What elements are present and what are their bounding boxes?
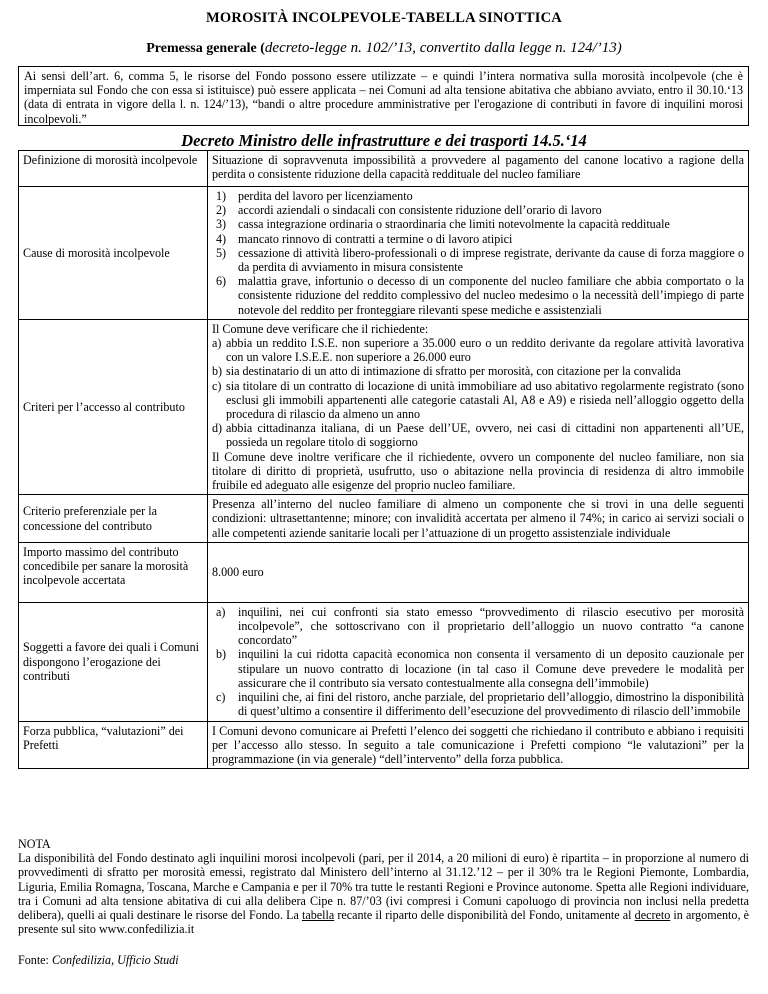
row-label-criteri: Criteri per l’accesso al contributo bbox=[19, 319, 208, 494]
row-value-cause bbox=[208, 187, 749, 320]
source-name: Confedilizia, Ufficio Studi bbox=[51, 953, 179, 967]
table-row bbox=[19, 319, 749, 494]
list-item: a) abbia un reddito I.S.E. non superiore a 35.000 euro o un reddito derivante da regolare attività lavorativa con un valore I.S.E.E. non superiore a 26.000 euro bbox=[212, 336, 744, 365]
decreto-link[interactable]: decreto bbox=[634, 908, 671, 923]
table-row bbox=[19, 187, 749, 320]
source-label: Fonte: bbox=[18, 953, 52, 967]
list-item: 4) mancato rinnovo di contratti a termine o di lavoro atipici bbox=[216, 231, 513, 246]
list-item: 5) cessazione di attività libero-professionali o di imprese registrate, derivante da cause di forza maggiore o da perdita di avviamento in misura consistente bbox=[216, 245, 744, 275]
row-label-importo: Importo massimo del contributo concedibile per sanare la morosità incolpevole accertata bbox=[19, 542, 208, 602]
row-label-criterio-preferenziale: Criterio preferenziale per la concessione del contributo bbox=[19, 495, 208, 543]
subtitle-prefix: Premessa generale ( bbox=[146, 41, 265, 56]
list-item: b) sia destinatario di un atto di intimazione di sfratto per morosità, con citazione per la convalida bbox=[212, 364, 681, 379]
row-value-forza-pubblica: I Comuni devono comunicare ai Prefetti l’elenco dei soggetti che richiedano il contributo e abbiano i requisiti per l’accesso allo stesso. In seguito a tale comunicazione i Prefetti compiono “le valutazioni” per la programmazione (in via generale) “dell’intervento” della forza pubblica. bbox=[208, 721, 749, 769]
page-title: MOROSITÀ INCOLPEVOLE-TABELLA SINOTTICA bbox=[206, 10, 562, 26]
criteri-intro: Il Comune deve verificare che il richiedente: bbox=[212, 321, 429, 336]
row-label-forza-pubblica: Forza pubblica, “valutazioni” dei Prefetti bbox=[19, 721, 208, 769]
table-row bbox=[19, 602, 749, 721]
row-label-cause: Cause di morosità incolpevole bbox=[19, 187, 208, 320]
note-body: La disponibilità del Fondo destinato agli inquilini morosi incolpevoli (pari, per il 2014, a 20 milioni di euro) è ripartita – in proporzione al numero di provvedimenti di sfratto per morosità emessi, registrato dal Ministero dell’interno al 31.12.’12 – per il 30% tra le Regioni Piemonte, Lombardia, Liguria, Emilia Romagna, Toscana, Marche e Campania e per il 70% tra tutte le restanti Regioni e Province autonome. Spetta alle Regioni individuare, tra i Comuni ad alta tensione abitativa di cui alla delibera Cipe n. 87/’03 (ivi compresi i Comuni capoluogo di provincia non inclusi nella predetta delibera), quelli ai quali destinare le risorse del Fondo. La tabella recante il riparto delle disponibilità del Fondo, unitamente al decreto in argomento, è presente sul sito www.confedilizia.it bbox=[18, 851, 749, 937]
note-section bbox=[18, 837, 749, 936]
tabella-link[interactable]: tabella bbox=[301, 908, 335, 923]
list-item: c) inquilini che, ai fini del ristoro, anche parziale, del proprietario dell’alloggio, dimostrino la disponibilità di quest’ultimo a consentire il differimento dell’esecuzione del provvedimento di rilascio dell’immobile bbox=[216, 690, 744, 719]
subtitle-law-reference: decreto-legge n. 102/’13, convertito dalla legge n. 124/’13) bbox=[264, 40, 622, 56]
row-value-criterio-preferenziale: Presenza all’interno del nucleo familiare di almeno un componente che si trovi in una delle seguenti condizioni: ultrasettantenne; minore; con invalidità accertata per almeno il 74%; in carico ai servizi sociali o alle competenti aziende sanitarie locali per l’attuazione di un progetto assistenziale individuale bbox=[208, 495, 749, 543]
list-item: 1) perdita del lavoro per licenziamento bbox=[216, 189, 413, 203]
page-subtitle bbox=[0, 40, 768, 57]
decree-title: Decreto Ministro delle infrastrutture e dei trasporti 14.5.‘14 bbox=[181, 131, 587, 150]
criteri-outro: Il Comune deve inoltre verificare che il richiedente, ovvero un componente del nucleo familiare, non sia titolare di diritto di proprietà, usufrutto, uso o abitazione nella provincia di residenza di altro immobile fruibile ed adeguato alle esigenze del proprio nucleo familiare. bbox=[212, 449, 744, 493]
table-row bbox=[19, 542, 749, 602]
row-value-importo: 8.000 euro bbox=[208, 542, 749, 602]
row-value-criteri bbox=[208, 319, 749, 494]
list-item: d) abbia cittadinanza italiana, di un Paese dell’UE, ovvero, nei casi di cittadini non appartenenti all’UE, possieda un regolare titolo di soggiorno bbox=[212, 421, 744, 450]
list-item: a) inquilini, nei cui confronti sia stato emesso “provvedimento di rilascio esecutivo per morosità incolpevole”, che sottoscrivano con il proprietario dell’alloggio un nuovo contratto “a canone concordato” bbox=[216, 604, 744, 648]
row-label-definizione: Definizione di morosità incolpevole bbox=[19, 151, 208, 187]
table-row bbox=[19, 151, 749, 187]
list-item: 3) cassa integrazione ordinaria o straordinaria che limiti notevolmente la capacità reddituale bbox=[216, 217, 670, 232]
list-item: 2) accordi aziendali o sindacali con consistente riduzione dell’orario di lavoro bbox=[216, 203, 602, 218]
note-heading: NOTA bbox=[18, 837, 51, 851]
source-line bbox=[18, 953, 179, 968]
intro-box: Ai sensi dell’art. 6, comma 5, le risorse del Fondo possono essere utilizzate – e quindi l’intera normativa sulla morosità incolpevole (che è imperniata sul Fondo che con essa si istituisce) può essere applicata – nei Comuni ad alta tensione abitativa che abbiano avviato, entro il 30.10.‘13 (data di entrata in vigore della l. n. 124/’13), “bandi o altre procedure amministrative per l'erogazione di contributi in favore di inquilini morosi incolpevoli.” bbox=[18, 66, 749, 126]
table-row bbox=[19, 721, 749, 769]
list-item: b) inquilini la cui ridotta capacità economica non consenta il versamento di un deposito cauzionale per stipulare un nuovo contratto di locazione (in tal caso il Comune deve prevedere le modalità per assicurare che il contributo sia versato contestualmente alla consegna dell’immobile) bbox=[216, 647, 744, 690]
cause-list bbox=[212, 189, 744, 317]
synoptic-table bbox=[18, 150, 749, 769]
row-value-definizione: Situazione di sopravvenuta impossibilità a provvedere al pagamento del canone locativo a ragione della perdita o consistente riduzione della capacità reddituale del nucleo familiare bbox=[208, 151, 749, 187]
row-label-soggetti: Soggetti a favore dei quali i Comuni dispongono l’erogazione dei contributi bbox=[19, 602, 208, 721]
table-row bbox=[19, 495, 749, 543]
row-value-soggetti bbox=[208, 602, 749, 721]
list-item: c) sia titolare di un contratto di locazione di unità immobiliare ad uso abitativo regolarmente registrato (sono esclusi gli immobili appartenenti alle categorie catastali Al, A8 e A9) e risieda nell’alloggio oggetto della procedura di rilascio da almeno un anno bbox=[212, 378, 744, 422]
list-item: 6) malattia grave, infortunio o decesso di un componente del nucleo familiare che abbia comportato o la consistente riduzione del reddito complessivo del nucleo medesimo o la necessità dell’impiego di parte notevole del reddito per fronteggiare rilevanti spese mediche e assistenziali bbox=[216, 274, 744, 317]
